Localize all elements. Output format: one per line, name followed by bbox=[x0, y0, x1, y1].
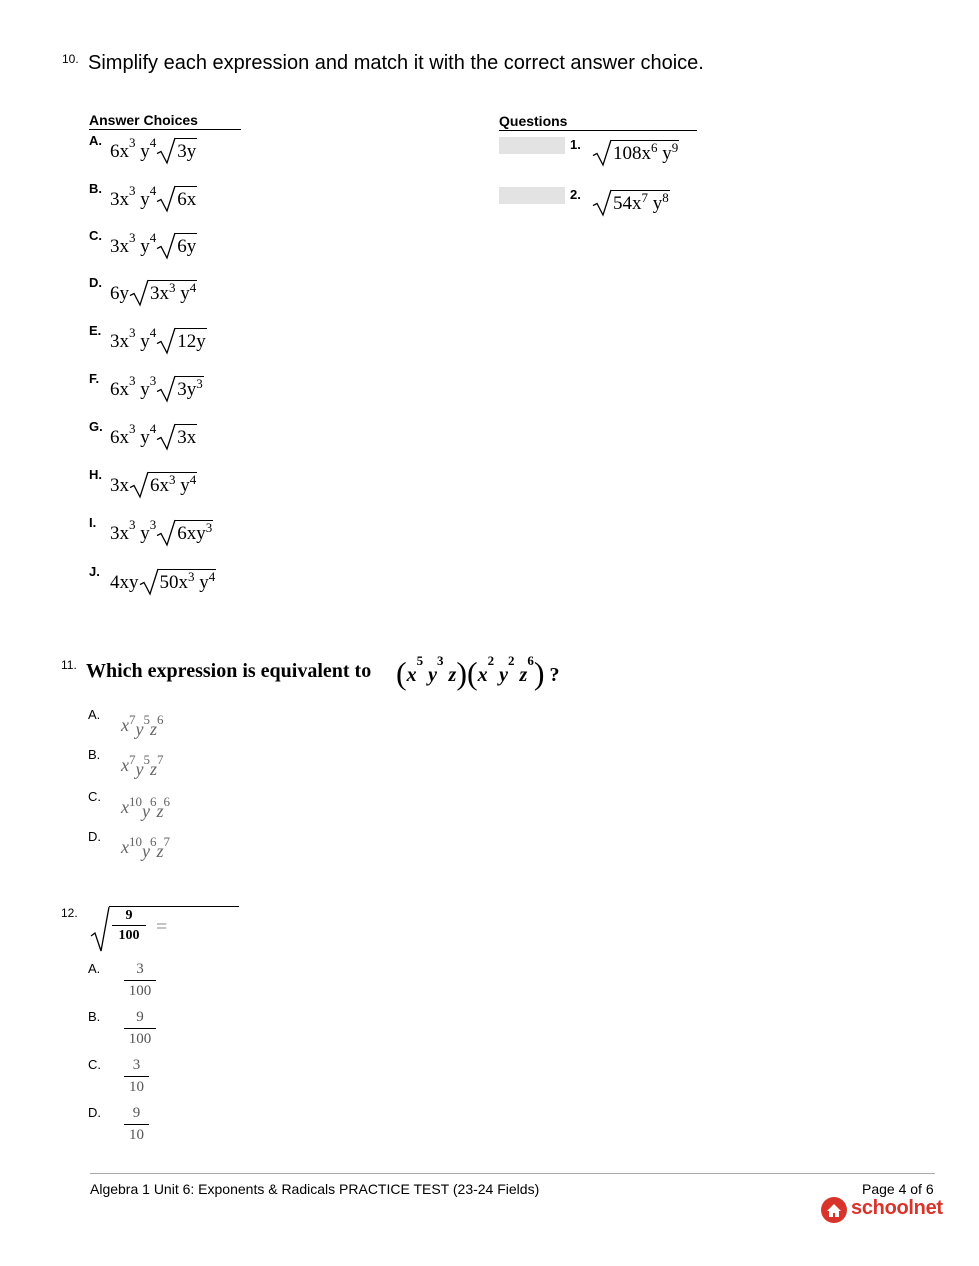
answer-choices-header: Answer Choices bbox=[89, 112, 241, 130]
question-label: 2. bbox=[570, 187, 581, 202]
choice-expression: 6y $3x^3$ $y^4$ bbox=[110, 280, 197, 305]
option-label: D. bbox=[88, 829, 101, 844]
choice-label: H. bbox=[89, 467, 102, 482]
choice-expression: 3x $6x^3$ $y^4$ bbox=[110, 472, 197, 497]
choice-label: J. bbox=[89, 564, 100, 579]
radical-sign-icon bbox=[156, 421, 176, 451]
choice-expression: $3x^3$ $y^3$ $6xy^3$ bbox=[110, 520, 213, 545]
option-expression[interactable]: $x^7y^5z^7$ bbox=[121, 752, 164, 779]
choice-expression: $3x^3$ $y^4$ 6x bbox=[110, 186, 197, 211]
q11-prompt: Which expression is equivalent to bbox=[86, 660, 372, 682]
house-icon bbox=[820, 1196, 848, 1224]
q12-number: 12. bbox=[61, 906, 78, 920]
choice-label: G. bbox=[89, 419, 103, 434]
option-expression[interactable]: $x^{10}y^6z^7$ bbox=[121, 834, 171, 861]
radical: $3x^3$ $y^4$ bbox=[129, 280, 197, 305]
choice-label: I. bbox=[89, 515, 97, 530]
radical: $3y^3$ bbox=[156, 376, 204, 401]
radical-sign-icon bbox=[156, 373, 176, 403]
choice-expression: $6x^3$ $y^3$ $3y^3$ bbox=[110, 376, 204, 401]
option-label: C. bbox=[88, 1057, 101, 1072]
option-label: A. bbox=[88, 961, 101, 976]
q11-expression: ($x^5$ $y^3$ $z)(x^2$ $y^2$ $z^6$) ? bbox=[396, 653, 560, 691]
option-fraction[interactable]: $\frac{9}{10}$ bbox=[124, 1105, 149, 1144]
option-expression[interactable]: $x^{10}y^6z^6$ bbox=[121, 794, 171, 821]
radical-sign-icon bbox=[592, 187, 612, 217]
choice-label: B. bbox=[89, 181, 102, 196]
q12-numerator: 9 bbox=[112, 908, 146, 926]
radical: $50x^3$ $y^4$ bbox=[139, 569, 217, 594]
choice-expression: $3x^3$ $y^4$ 6y bbox=[110, 233, 197, 258]
q10-number: 10. bbox=[62, 52, 79, 66]
choice-label: D. bbox=[89, 275, 102, 290]
question-label: 1. bbox=[570, 137, 581, 152]
radical-sign-icon bbox=[156, 183, 176, 213]
option-label: C. bbox=[88, 789, 101, 804]
question-expression bbox=[592, 190, 670, 215]
footer-divider bbox=[90, 1173, 935, 1174]
radical-sign-icon bbox=[156, 325, 176, 355]
radical-sign-icon bbox=[156, 135, 176, 165]
choice-expression: $6x^3$ $y^4$ 3y bbox=[110, 138, 197, 163]
radical-sign-icon bbox=[129, 469, 149, 499]
option-label: B. bbox=[88, 747, 101, 762]
radical: 3x bbox=[156, 424, 197, 449]
radical-sign-icon bbox=[156, 230, 176, 260]
choice-label: E. bbox=[89, 323, 102, 338]
question-expression bbox=[592, 140, 679, 165]
choice-label: C. bbox=[89, 228, 102, 243]
option-expression[interactable]: $x^7y^5z^6$ bbox=[121, 712, 164, 739]
option-label: D. bbox=[88, 1105, 101, 1120]
radical: $54x^7$ $y^8$ bbox=[592, 190, 670, 215]
brand-name: schoolnet bbox=[851, 1197, 943, 1219]
q11-number: 11. bbox=[61, 658, 77, 672]
choice-label: F. bbox=[89, 371, 100, 386]
option-label: A. bbox=[88, 707, 101, 722]
answer-input-box[interactable] bbox=[499, 187, 565, 204]
radical: 3y bbox=[156, 138, 197, 163]
choice-expression: $6x^3$ $y^4$ 3x bbox=[110, 424, 197, 449]
q12-equals: = bbox=[156, 916, 168, 938]
option-fraction[interactable]: $\frac{3}{100}$ bbox=[124, 961, 156, 1000]
choice-expression: $3x^3$ $y^4$ 12y bbox=[110, 328, 207, 353]
radical: 6y bbox=[156, 233, 197, 258]
option-fraction[interactable]: $\frac{9}{100}$ bbox=[124, 1009, 156, 1048]
option-fraction[interactable]: $\frac{3}{10}$ bbox=[124, 1057, 149, 1096]
answer-input-box[interactable] bbox=[499, 137, 565, 154]
radical-sign-icon bbox=[156, 517, 176, 547]
radical: 6x bbox=[156, 186, 197, 211]
footer-title: Algebra 1 Unit 6: Exponents & Radicals PRACTICE TEST (23-24 Fields) bbox=[90, 1181, 540, 1197]
radical-sign-icon bbox=[90, 906, 110, 954]
radical-sign-icon bbox=[139, 566, 159, 596]
q10-prompt: Simplify each expression and match it with the correct answer choice. bbox=[88, 52, 704, 74]
radical: 12y bbox=[156, 328, 207, 353]
questions-header: Questions bbox=[499, 113, 697, 131]
radical: $6xy^3$ bbox=[156, 520, 213, 545]
radical-sign-icon bbox=[129, 277, 149, 307]
choice-expression: 4xy $50x^3$ $y^4$ bbox=[110, 569, 216, 594]
radical: $108x^6$ $y^9$ bbox=[592, 140, 679, 165]
option-label: B. bbox=[88, 1009, 101, 1024]
radical-sign-icon bbox=[592, 137, 612, 167]
choice-label: A. bbox=[89, 133, 102, 148]
q12-denominator: 100 bbox=[118, 928, 140, 943]
radical: $6x^3$ $y^4$ bbox=[129, 472, 197, 497]
page-number: Page 4 of 6 bbox=[862, 1181, 934, 1197]
